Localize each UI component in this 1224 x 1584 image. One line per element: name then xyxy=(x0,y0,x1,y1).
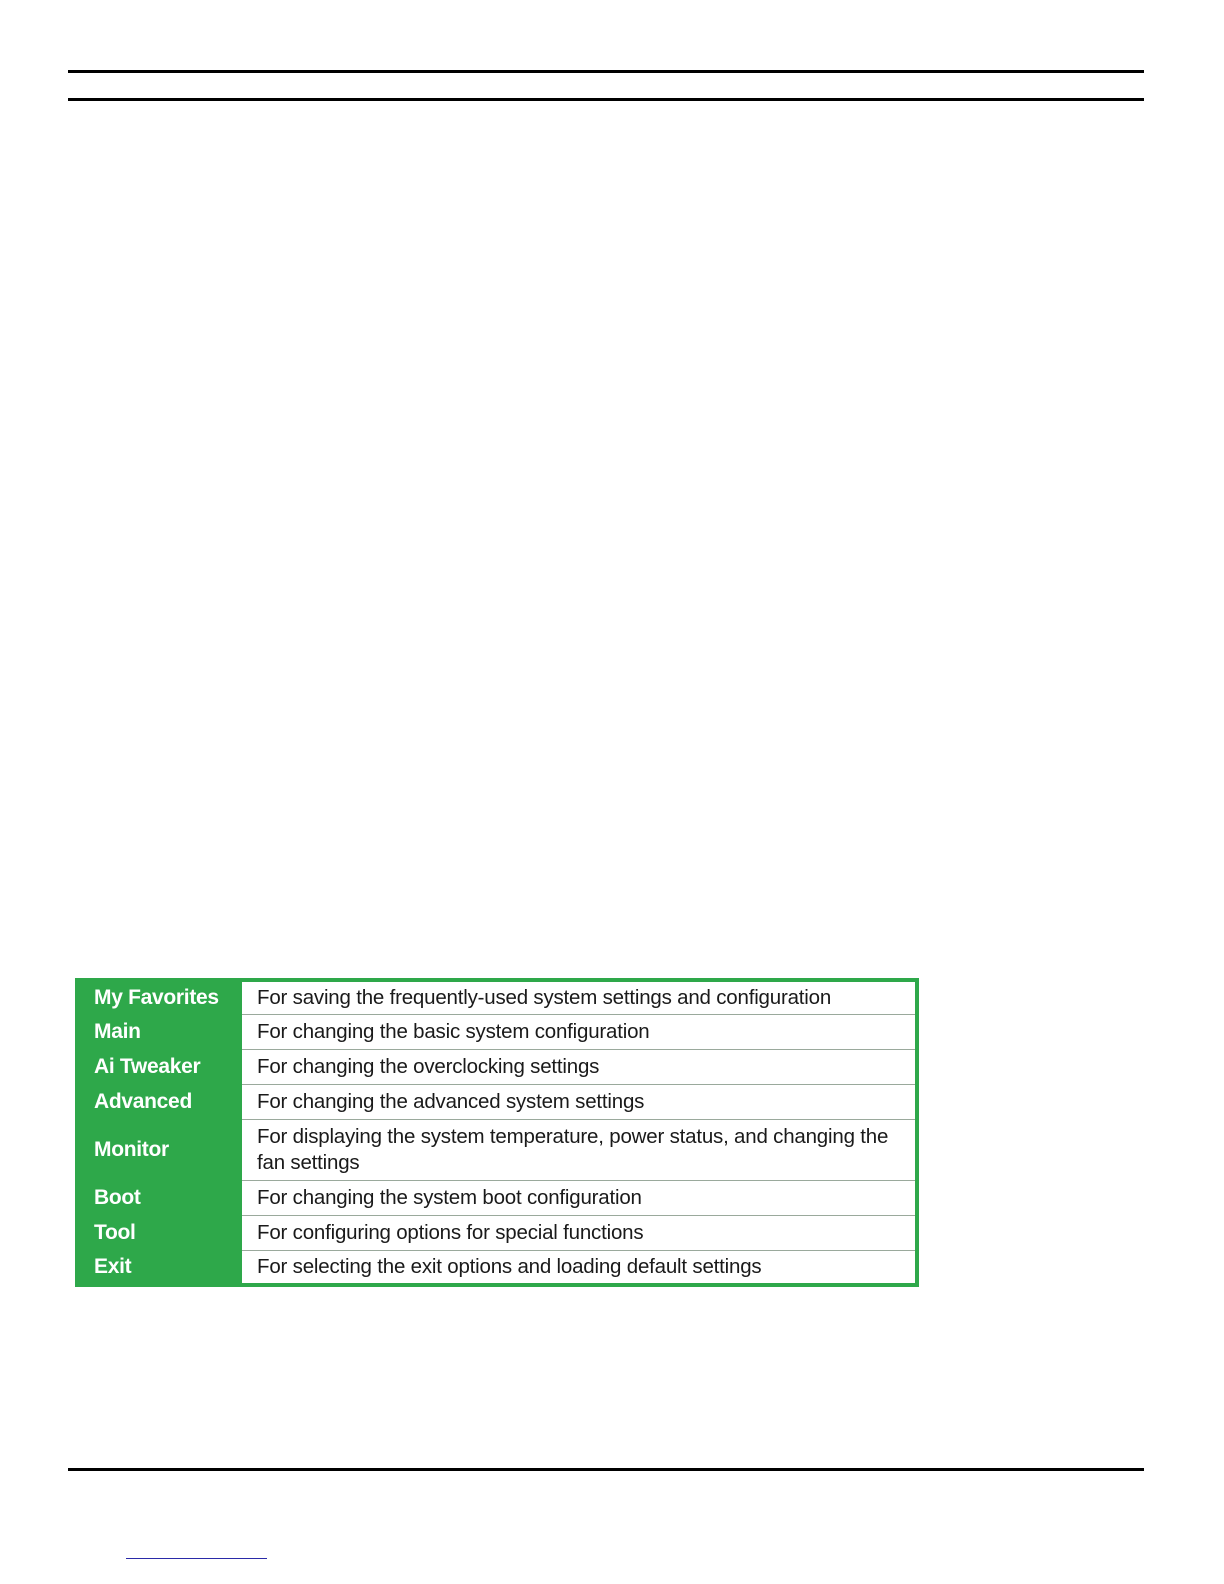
table-row xyxy=(77,1180,917,1215)
menu-name: Main xyxy=(77,1015,242,1050)
footer-link-underline[interactable] xyxy=(126,1558,267,1559)
menu-description: For changing the basic system configuration xyxy=(242,1015,917,1050)
header-rule-bottom xyxy=(68,98,1144,101)
bios-menu-table xyxy=(75,978,919,1287)
menu-name: My Favorites xyxy=(77,980,242,1015)
menu-name: Exit xyxy=(77,1250,242,1285)
table-row xyxy=(77,1120,917,1181)
menu-name: Monitor xyxy=(77,1120,242,1181)
menu-name: Tool xyxy=(77,1215,242,1250)
menu-description: For changing the system boot configuration xyxy=(242,1180,917,1215)
header-rule-top xyxy=(68,70,1144,73)
menu-name: Ai Tweaker xyxy=(77,1050,242,1085)
menu-description: For configuring options for special functions xyxy=(242,1215,917,1250)
table-row xyxy=(77,980,917,1015)
table-row xyxy=(77,1050,917,1085)
table-row xyxy=(77,1015,917,1050)
footer-rule xyxy=(68,1468,1144,1471)
menu-description: For changing the advanced system settings xyxy=(242,1085,917,1120)
table-row xyxy=(77,1215,917,1250)
menu-name: Boot xyxy=(77,1180,242,1215)
table-row xyxy=(77,1250,917,1285)
menu-description: For changing the overclocking settings xyxy=(242,1050,917,1085)
menu-description: For saving the frequently-used system settings and configuration xyxy=(242,980,917,1015)
menu-name: Advanced xyxy=(77,1085,242,1120)
menu-description: For selecting the exit options and loading default settings xyxy=(242,1250,917,1285)
table-row xyxy=(77,1085,917,1120)
menu-description: For displaying the system temperature, power status, and changing the fan settings xyxy=(242,1120,917,1181)
